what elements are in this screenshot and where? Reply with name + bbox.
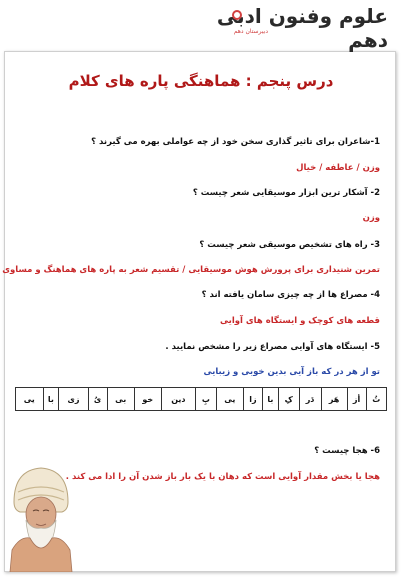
syllable-cell: با: [262, 388, 278, 411]
syllable-cell: یی: [16, 388, 44, 411]
answer-2: وزن: [362, 213, 380, 223]
question-3: 3- راه های تشخیص موسیقی شعر چیست ؟: [199, 240, 380, 250]
answer-5-verse: تو از هر در که باز آیی بدین خوبی و زیبایی: [203, 367, 380, 377]
syllable-cell: زا: [244, 388, 263, 411]
syllable-cell: یی: [216, 388, 243, 411]
question-5: 5- ایستگاه های آوایی مصراع زیر را مشخص نمایید .: [165, 342, 380, 352]
syllable-cell: با: [43, 388, 59, 411]
answer-4: قطعه های کوچک و ایستگاه های آوایی: [220, 316, 380, 326]
syllable-cell: دَر: [299, 388, 321, 411]
logo-subtitle: دبیرستان دهم: [233, 28, 268, 35]
poet-portrait-image: [6, 462, 76, 572]
syllable-cell: دین: [161, 388, 196, 411]
syllable-cell: هَر: [321, 388, 347, 411]
question-2: 2- آشکار ترین ابزار موسیقایی شعر چیست ؟: [192, 188, 380, 198]
syllable-cell: تُ: [366, 388, 386, 411]
syllable-cell: یُ: [88, 388, 107, 411]
syllable-cell: بِ: [196, 388, 216, 411]
question-1: 1-شاعران برای تاثیر گذاری سخن خود از چه عواملی بهره می گیرند ؟: [91, 137, 380, 147]
answer-1: وزن / عاطفه / خیال: [296, 163, 380, 173]
syllable-table: [15, 387, 387, 411]
logo-mark-icon: [232, 10, 242, 20]
syllable-cell: بی: [107, 388, 134, 411]
logo-text: علوم وفنون ادبی دهم: [216, 4, 388, 52]
question-4: 4- مصراع ها از چه چیزی سامان یافته اند ؟: [201, 290, 380, 300]
syllable-cell: خو: [134, 388, 161, 411]
syllable-cell: أز: [347, 388, 366, 411]
question-6: 6- هجا چیست ؟: [314, 446, 380, 456]
logo: [198, 4, 388, 52]
answer-3: تمرین شنیداری برای پرورش هوش موسیقایی / تقسیم شعر به پاره های هماهنگ و مساوی: [2, 265, 380, 275]
syllable-cell: کِ: [278, 388, 299, 411]
syllable-cell: زی: [59, 388, 88, 411]
answer-6: هجا یا بخش مقدار آوایی است که دهان با یک بار باز شدن آن را ادا می کند .: [65, 472, 380, 482]
table-row: [16, 388, 387, 411]
lesson-title: درس پنجم : هماهنگی پاره های کلام: [68, 72, 334, 90]
